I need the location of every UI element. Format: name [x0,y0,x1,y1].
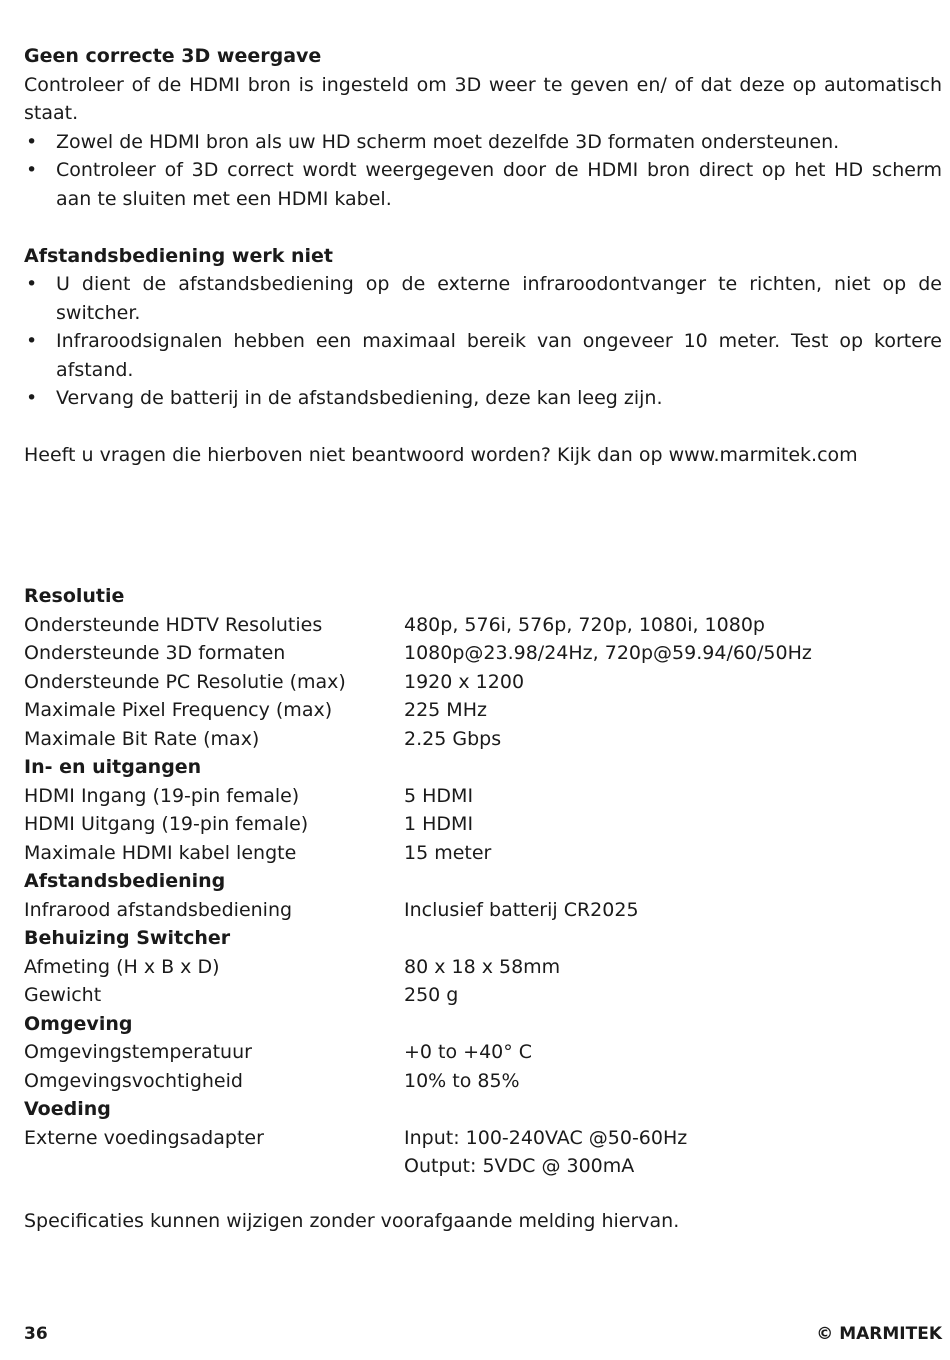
contact-text: Heeft u vragen die hierboven niet beantwoord worden? Kijk dan op www.marmitek.com [24,444,858,466]
spec-value: 2.25 Gbps [404,727,502,750]
spec-label: Gewicht [24,984,102,1006]
spec-row [24,1067,942,1096]
spec-label: HDMI Uitgang (19-pin female) [24,813,309,835]
spec-value: 1 HDMI [404,813,474,835]
spec-row [24,896,942,925]
spec-label: Externe voedingsadapter [24,1126,264,1149]
spec-value: 80 x 18 x 58mm [404,955,561,978]
spec-value: 225 MHz [404,699,487,721]
spec-value: +0 to +40° C [404,1041,533,1063]
page-number: 36 [24,1324,48,1344]
spec-row [24,839,942,868]
spec-row [24,639,942,668]
spec-heading-resolutie: Resolutie [24,585,125,607]
spec-row [24,953,942,982]
spec-heading-io: In- en uitgangen [24,756,202,778]
spec-label: Ondersteunde PC Resolutie (max) [24,670,346,693]
spec-value: 10% to 85% [404,1069,520,1092]
paragraph-3d-intro: Controleer of de HDMI bron is ingesteld om 3D weer te geven en/ of dat deze op automatisch staat. [24,73,942,124]
list-item: • U dient de afstandsbediening op de externe infraroodontvanger te richten, niet op de switcher. [24,270,942,327]
spec-label: Maximale HDMI kabel lengte [24,841,297,864]
spec-heading-remote: Afstandsbediening [24,870,226,892]
spec-label: Infrarood afstandsbediening [24,898,293,921]
spec-row [24,696,942,725]
spec-heading-env: Omgeving [24,1012,133,1035]
spec-label: Maximale Pixel Frequency (max) [24,699,333,721]
spec-row [24,810,942,839]
spec-row [24,725,942,754]
spec-row [24,1124,942,1153]
spec-heading-power: Voeding [24,1098,111,1120]
disclaimer-note: Specificaties kunnen wijzigen zonder voorafgaande melding hiervan. [24,1210,680,1232]
spec-heading-housing: Behuizing Switcher [24,927,231,949]
brand-copyright: © MARMITEK [816,1324,942,1344]
spec-row [24,1152,942,1181]
spec-label: Ondersteunde 3D formaten [24,642,286,664]
spec-row [24,1038,942,1067]
spec-value: 250 g [404,984,459,1006]
troubleshooting-section [24,42,942,470]
spec-label: HDMI Ingang (19-pin female) [24,784,300,807]
heading-3d: Geen correcte 3D weergave [24,45,322,67]
bullet-list-3d [24,128,942,214]
spec-label: Maximale Bit Rate (max) [24,727,260,750]
list-item: • Zowel de HDMI bron als uw HD scherm moet dezelfde 3D formaten ondersteunen. [24,128,942,157]
spec-row [24,782,942,811]
spec-label: Afmeting (H x B x D) [24,955,220,978]
spec-value: 15 meter [404,841,492,864]
spec-label: Ondersteunde HDTV Resoluties [24,613,323,636]
list-item: • Vervang de batterij in de afstandsbediening, deze kan leeg zijn. [24,384,942,413]
page-footer [24,1324,942,1344]
spec-row [24,981,942,1010]
spec-row [24,668,942,697]
spec-label: Omgevingstemperatuur [24,1041,252,1063]
spec-row [24,611,942,640]
spec-value: Output: 5VDC @ 300mA [404,1155,635,1177]
spec-table [24,582,942,1181]
spec-value: 1080p@23.98/24Hz, 720p@59.94/60/50Hz [404,642,812,664]
spec-value: 480p, 576i, 576p, 720p, 1080i, 1080p [404,613,765,636]
spec-label-empty [24,1152,404,1181]
list-item: • Controleer of 3D correct wordt weergegeven door de HDMI bron direct op het HD scherm aan te sluiten met een HDMI kabel. [24,156,942,213]
list-item: • Infraroodsignalen hebben een maximaal bereik van ongeveer 10 meter. Test op kortere afstand. [24,327,942,384]
spec-value: Input: 100-240VAC @50-60Hz [404,1126,688,1149]
heading-remote: Afstandsbediening werk niet [24,244,333,267]
bullet-list-remote [24,270,942,413]
spec-value: 5 HDMI [404,784,474,807]
spec-value: 1920 x 1200 [404,670,525,693]
spec-value: Inclusief batterij CR2025 [404,898,639,921]
spec-label: Omgevingsvochtigheid [24,1069,243,1092]
